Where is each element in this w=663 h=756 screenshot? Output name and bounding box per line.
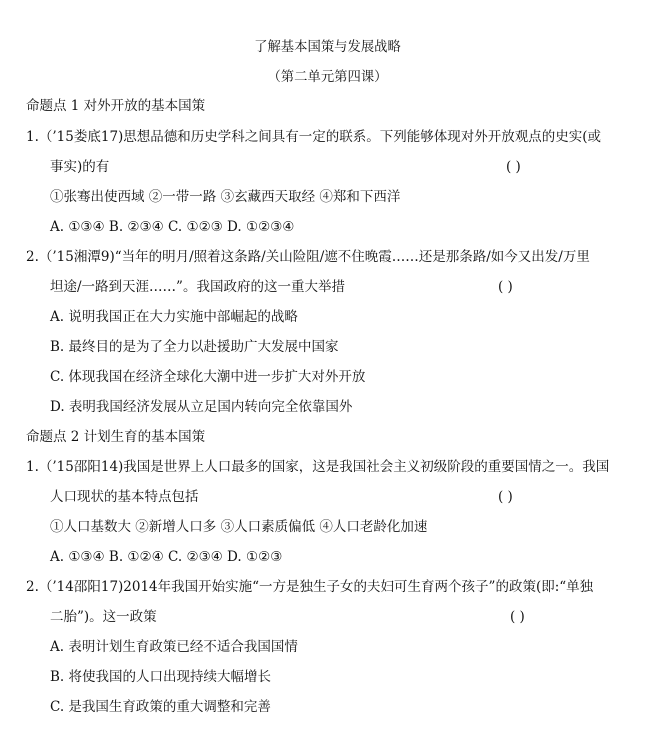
question-items: ①张骞出使西域 ②一带一路 ③玄藏西天取经 ④郑和下西洋 xyxy=(50,189,401,205)
answer-blank: ( ) xyxy=(498,489,513,505)
question-stem: 2.（’14邵阳17)2014年我国开始实施“一方是独生子女的夫妇可生育两个孩子”的政策(即:“单独 xyxy=(26,579,594,595)
question-stem: 1.（’15邵阳14)我国是世界上人口最多的国家，这是我国社会主义初级阶段的重要国情之一。我国 xyxy=(26,459,610,475)
option-a: A. 表明计划生育政策已经不适合我国国情 xyxy=(50,639,298,655)
answer-choices: A. ①③④ B. ①②④ C. ②③④ D. ①②③ xyxy=(50,549,283,565)
question-stem-continued: 事实)的有 xyxy=(50,159,110,175)
question-stem-continued: 坦途/一路到天涯……”。我国政府的这一重大举措 xyxy=(50,279,345,295)
answer-blank: ( ) xyxy=(498,279,513,295)
question-stem: 2.（’15湘潭9)“当年的明月/照着这条路/关山险阻/遮不住晚霞……还是那条路/如今又出发/万里 xyxy=(26,249,590,265)
option-b: B. 将使我国的人口出现持续大幅增长 xyxy=(50,669,272,685)
option-d: D. 表明我国经济发展从立足国内转向完全依靠国外 xyxy=(50,399,353,415)
option-c: C. 是我国生育政策的重大调整和完善 xyxy=(50,699,271,715)
page-title: 了解基本国策与发展战略 xyxy=(254,39,401,55)
section-heading: 命题点 1 对外开放的基本国策 xyxy=(26,98,206,114)
question-stem-continued: 人口现状的基本特点包括 xyxy=(50,489,199,505)
option-a: A. 说明我国正在大力实施中部崛起的战略 xyxy=(50,309,298,325)
answer-choices: A. ①③④ B. ②③④ C. ①②③ D. ①②③④ xyxy=(50,219,295,235)
answer-blank: ( ) xyxy=(510,609,525,625)
question-items: ①人口基数大 ②新增人口多 ③人口素质偏低 ④人口老龄化加速 xyxy=(50,519,428,535)
section-heading: 命题点 2 计划生育的基本国策 xyxy=(26,429,206,445)
question-stem: 1.（’15娄底17)思想品德和历史学科之间具有一定的联系。下列能够体现对外开放观点的史实(或 xyxy=(26,129,602,145)
option-b: B. 最终目的是为了全力以赴援助广大发展中国家 xyxy=(50,339,339,355)
answer-blank: ( ) xyxy=(506,159,521,175)
page-subtitle: （第二单元第四课） xyxy=(267,69,388,85)
question-stem-continued: 二胎”)。这一政策 xyxy=(50,609,157,625)
option-c: C. 体现我国在经济全球化大潮中进一步扩大对外开放 xyxy=(50,369,366,385)
